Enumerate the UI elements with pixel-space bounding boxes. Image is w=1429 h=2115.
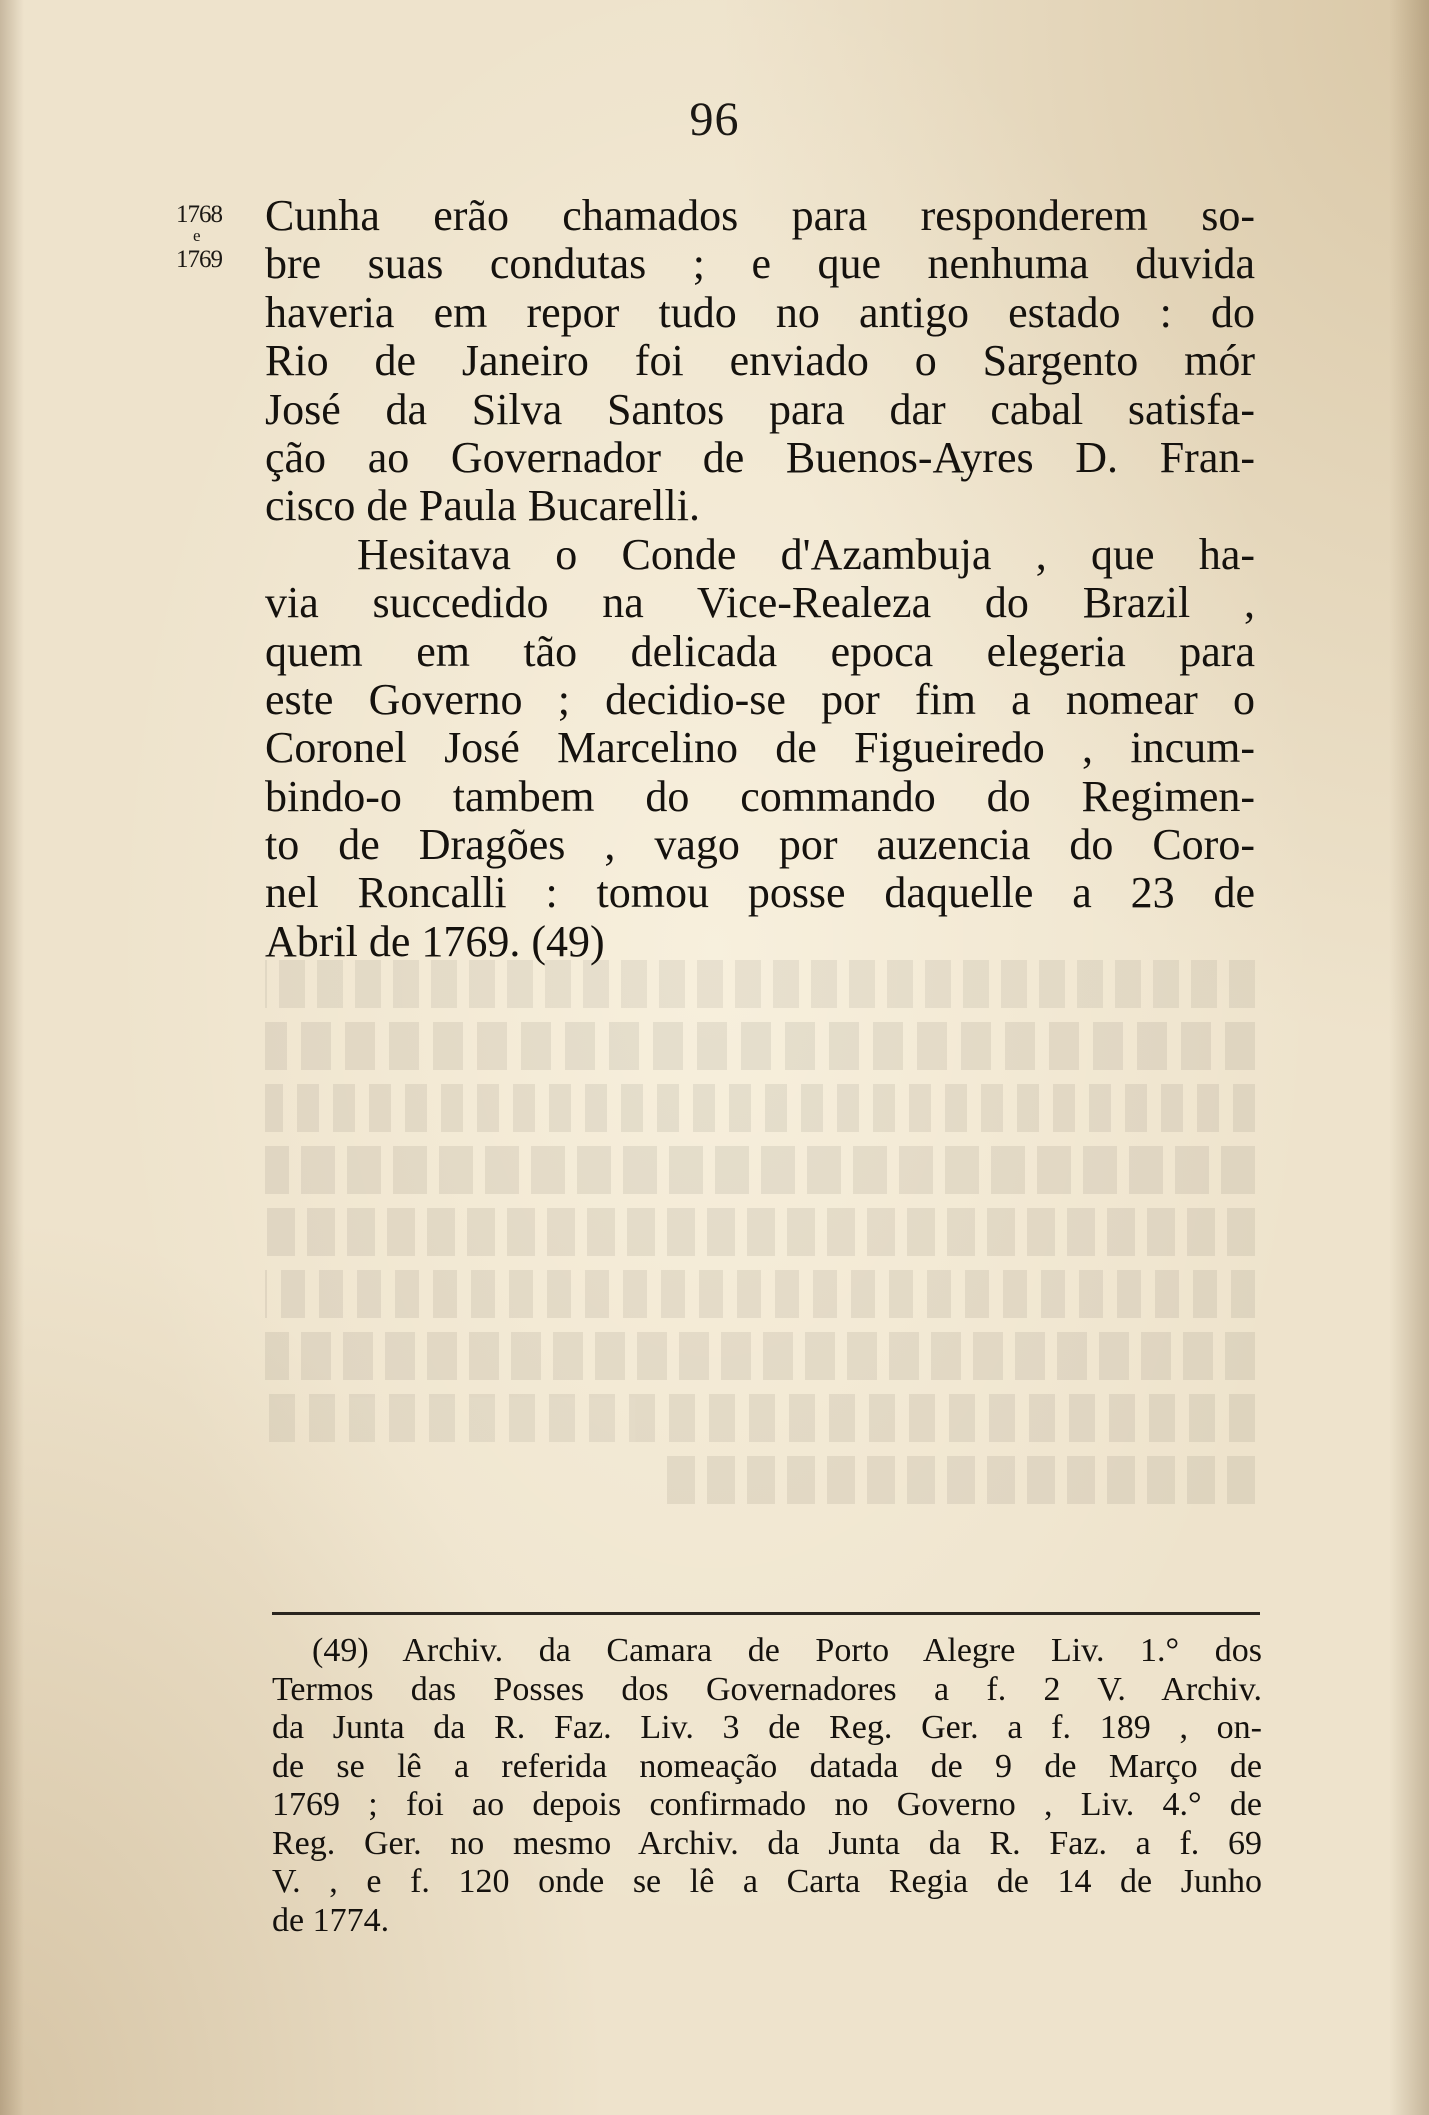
footnote-line: V. , e f. 120 onde se lê a Carta Regia de 14 de Junho [272, 1863, 1262, 1900]
page-shadow-left [0, 0, 24, 2115]
body-line: to de Dragões , vago por auzencia do Coro- [265, 820, 1255, 870]
footnote-block [272, 1632, 1262, 1940]
footnote-line: Reg. Ger. no mesmo Archiv. da Junta da R. Faz. a f. 69 [272, 1824, 1262, 1862]
footnote-line: (49) Archiv. da Camara de Porto Alegre Liv. 1.° dos [312, 1632, 1262, 1669]
body-line: quem em tão delicada epoca elegeria para [265, 626, 1255, 676]
footnote-line: de 1774. [272, 1901, 390, 1939]
body-line: este Governo ; decidio-se por fim a nomear o [265, 674, 1255, 724]
footnote-line: 1769 ; foi ao depois confirmado no Governo , Liv. 4.° de [272, 1786, 1262, 1823]
footnote-line: de se lê a referida nomeação datada de 9 de Março de [272, 1747, 1262, 1785]
body-line: ção ao Governador de Buenos-Ayres D. Fran- [265, 432, 1255, 482]
body-line: Rio de Janeiro foi enviado o Sargento mór [265, 336, 1255, 386]
body-line: bindo-o tambem do commando do Regimen- [265, 771, 1255, 821]
bleed-through-texture [265, 960, 1255, 1504]
footnote-line: da Junta da R. Faz. Liv. 3 de Reg. Ger. a f. 189 , on- [272, 1709, 1262, 1746]
body-line: haveria em repor tudo no antigo estado : do [265, 287, 1255, 337]
paragraph-start-line: Hesitava o Conde d'Azambuja , que ha- [357, 529, 1255, 579]
body-line: Coronel José Marcelino de Figueiredo , incum- [265, 723, 1255, 773]
body-line: bre suas condutas ; e que nenhuma duvida [265, 239, 1255, 289]
paragraph-end-line: cisco de Paula Bucarelli. [265, 481, 700, 531]
body-line: via succedido na Vice-Realeza do Brazil , [265, 578, 1255, 628]
page-number: 96 [689, 93, 740, 146]
footnote-line: Termos das Posses dos Governadores a f. 2 V. Archiv. [272, 1670, 1262, 1708]
body-line: José da Silva Santos para dar cabal satisfa- [265, 384, 1255, 434]
body-line: Cunha erão chamados para responderem so- [265, 191, 1255, 240]
paragraph-end-line: Abril de 1769. (49) [265, 916, 605, 966]
footnote-separator [272, 1612, 1260, 1615]
margin-year-connector: e [193, 226, 200, 245]
margin-year-start: 1768 [176, 201, 222, 228]
page-shadow-right [1389, 0, 1429, 2115]
body-line: nel Roncalli : tomou posse daquelle a 23 de [265, 868, 1255, 918]
margin-year-end: 1769 [176, 246, 222, 273]
body-text [265, 192, 1255, 966]
